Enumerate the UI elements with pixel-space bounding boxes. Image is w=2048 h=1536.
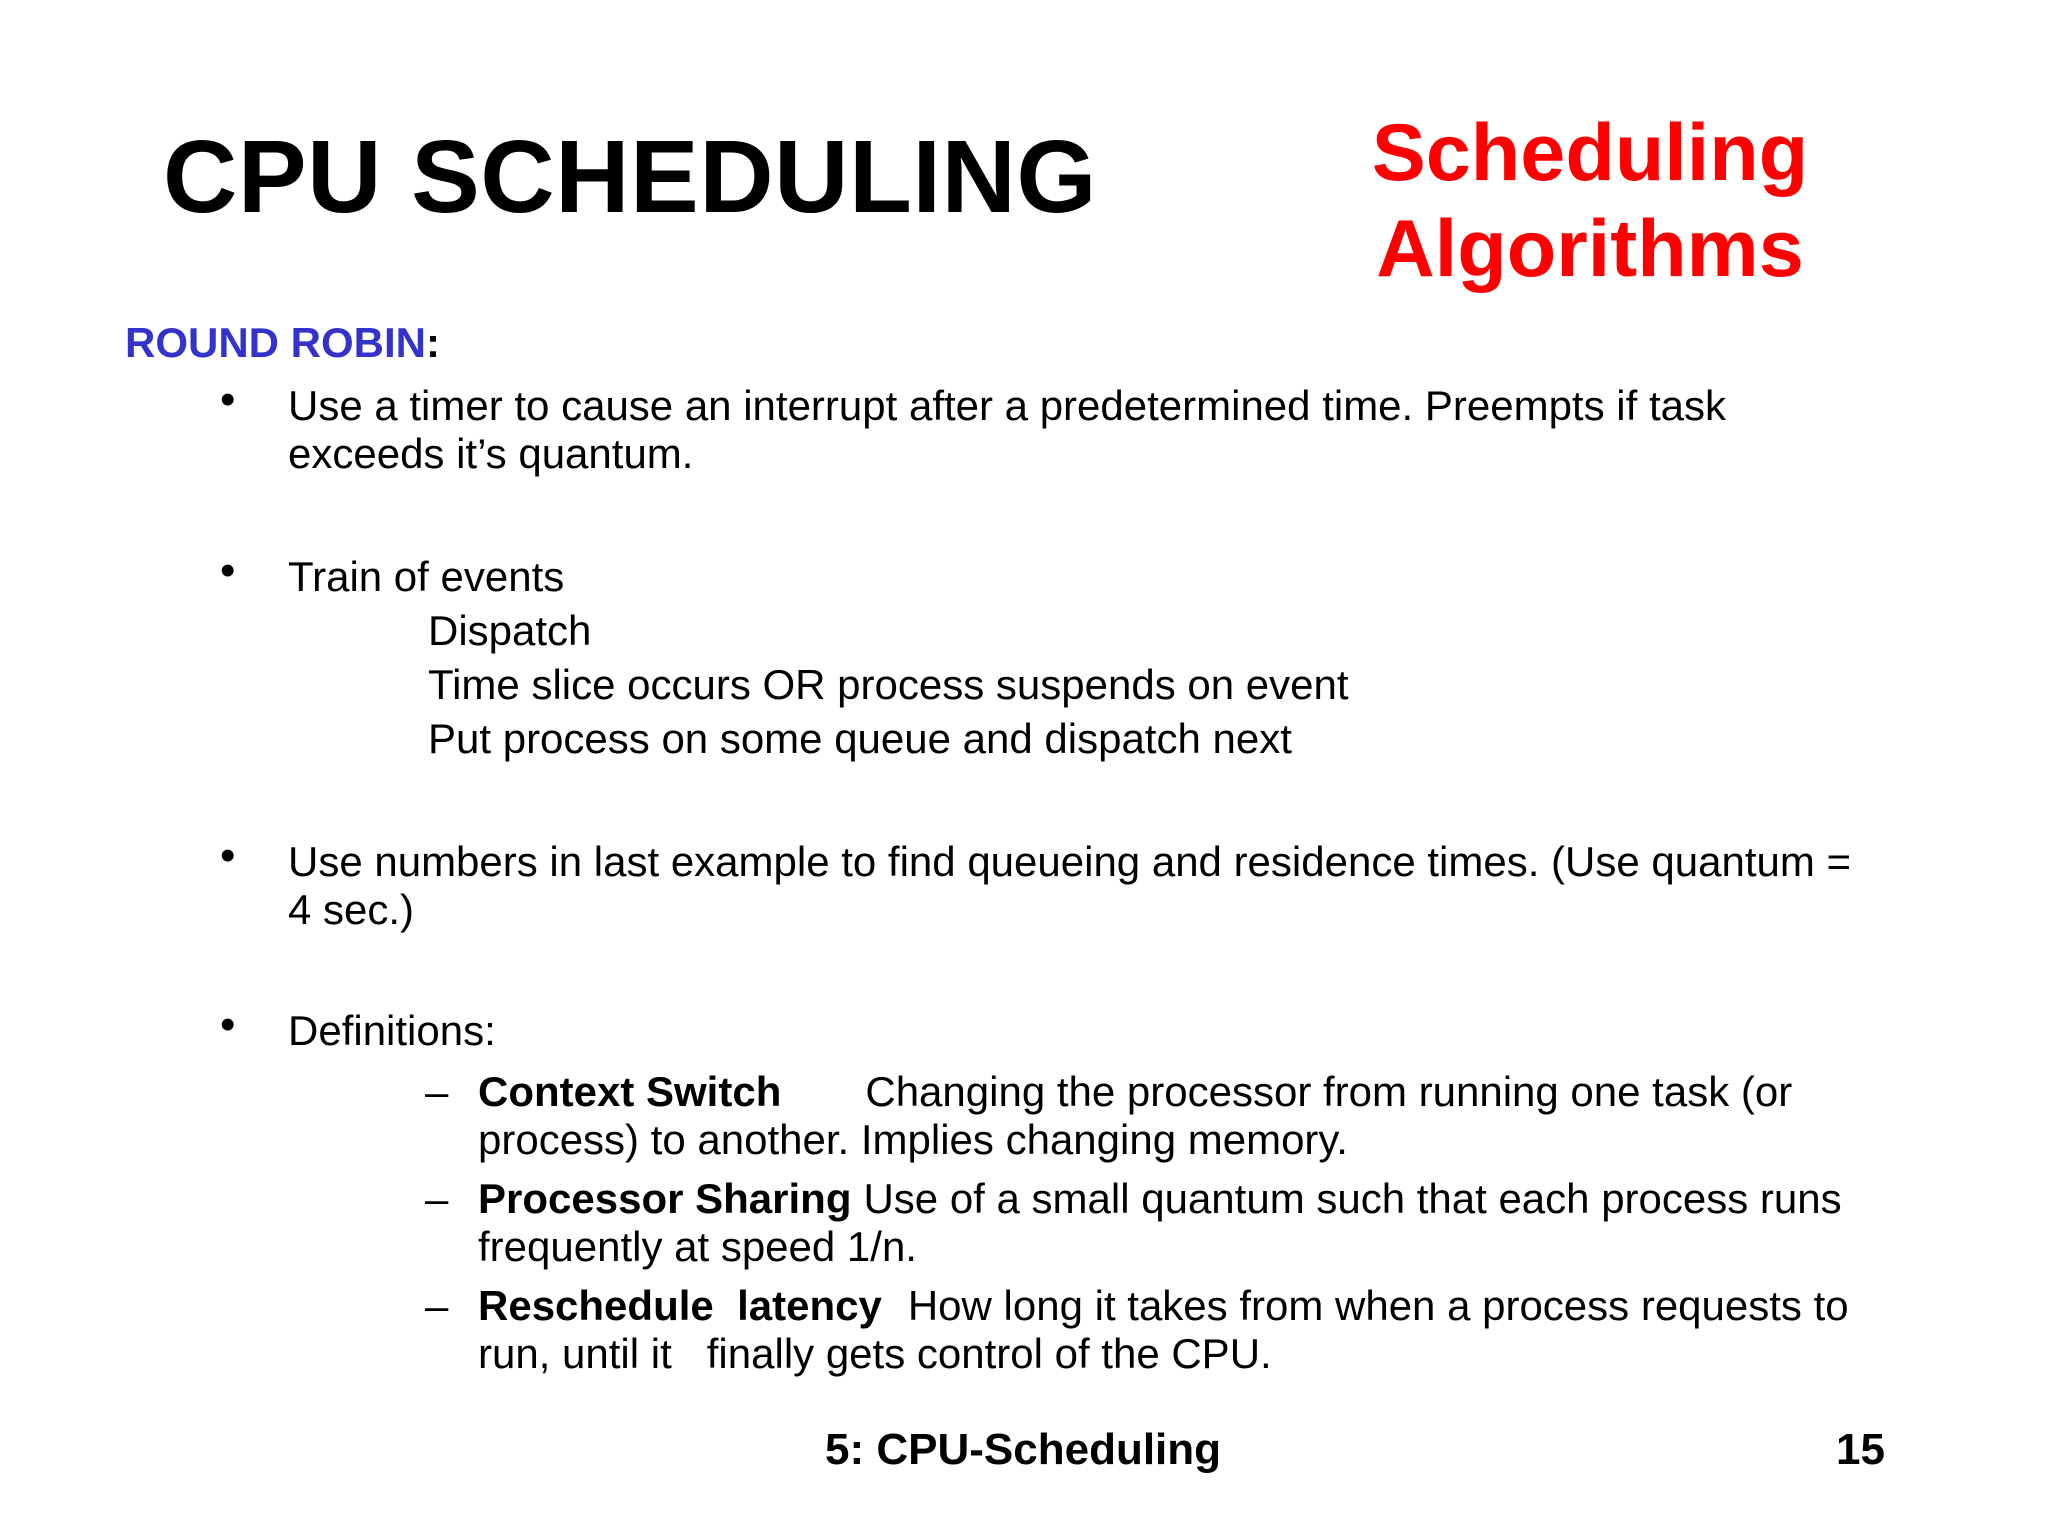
definition-text: How long it takes from when a process requests to bbox=[907, 1282, 1849, 1329]
event-item: Time slice occurs OR process suspends on event bbox=[428, 661, 1349, 708]
definition-line bbox=[478, 1175, 1842, 1223]
bullet-line: Definitions: bbox=[288, 1007, 496, 1054]
bullet-text bbox=[288, 382, 1968, 478]
page-number: 15 bbox=[1836, 1425, 1885, 1474]
definition-body bbox=[478, 1282, 1849, 1378]
bullet-dot: • bbox=[220, 1000, 236, 1049]
footer-title: 5: CPU-Scheduling bbox=[825, 1425, 1222, 1474]
slide-subtitle bbox=[1340, 105, 1840, 297]
bullet-line: Use a timer to cause an interrupt after a predetermined time. Preempts if task bbox=[288, 382, 1726, 429]
bullet-line: 4 sec.) bbox=[288, 886, 415, 933]
bullet-line: Use numbers in last example to find queueing and residence times. (Use quantum = bbox=[288, 838, 1852, 885]
bullet-text bbox=[288, 838, 1968, 934]
dash-marker: – bbox=[425, 1175, 449, 1222]
definition-body bbox=[478, 1175, 1842, 1271]
slide-title: CPU SCHEDULING bbox=[163, 119, 1098, 234]
event-item: Dispatch bbox=[428, 607, 592, 654]
definition-line bbox=[478, 1282, 1849, 1330]
definition-line bbox=[478, 1068, 1792, 1116]
definition-text: Changing the processor from running one task (or bbox=[865, 1068, 1793, 1115]
definition-term: Context Switch bbox=[478, 1068, 782, 1115]
bullet-dot: • bbox=[220, 546, 236, 595]
section-heading bbox=[125, 318, 440, 368]
bullet-line: Train of events bbox=[288, 553, 565, 600]
dash-marker: – bbox=[425, 1282, 449, 1329]
bullet-dot: • bbox=[220, 831, 236, 880]
bullet-text bbox=[288, 553, 1968, 601]
definition-line: process) to another. Implies changing memory. bbox=[478, 1116, 1348, 1163]
bullet-line: exceeds it’s quantum. bbox=[288, 430, 694, 477]
definition-term: Reschedule latency bbox=[478, 1282, 882, 1329]
dash-marker: – bbox=[425, 1068, 449, 1115]
definition-text: Use of a small quantum such that each process runs bbox=[863, 1175, 1842, 1222]
definition-line: run, until it finally gets control of the CPU. bbox=[478, 1330, 1272, 1377]
definition-body bbox=[478, 1068, 1792, 1164]
bullet-text bbox=[288, 1007, 1968, 1055]
section-heading-text: ROUND ROBIN bbox=[125, 319, 426, 366]
subtitle-line-2: Algorithms bbox=[1376, 204, 1804, 294]
subtitle-line-1: Scheduling bbox=[1371, 108, 1809, 198]
bullet-dot: • bbox=[220, 375, 236, 424]
definition-term: Processor Sharing bbox=[478, 1175, 852, 1222]
event-item: Put process on some queue and dispatch next bbox=[428, 715, 1292, 762]
section-heading-colon: : bbox=[426, 319, 440, 366]
definition-line: frequently at speed 1/n. bbox=[478, 1223, 917, 1270]
